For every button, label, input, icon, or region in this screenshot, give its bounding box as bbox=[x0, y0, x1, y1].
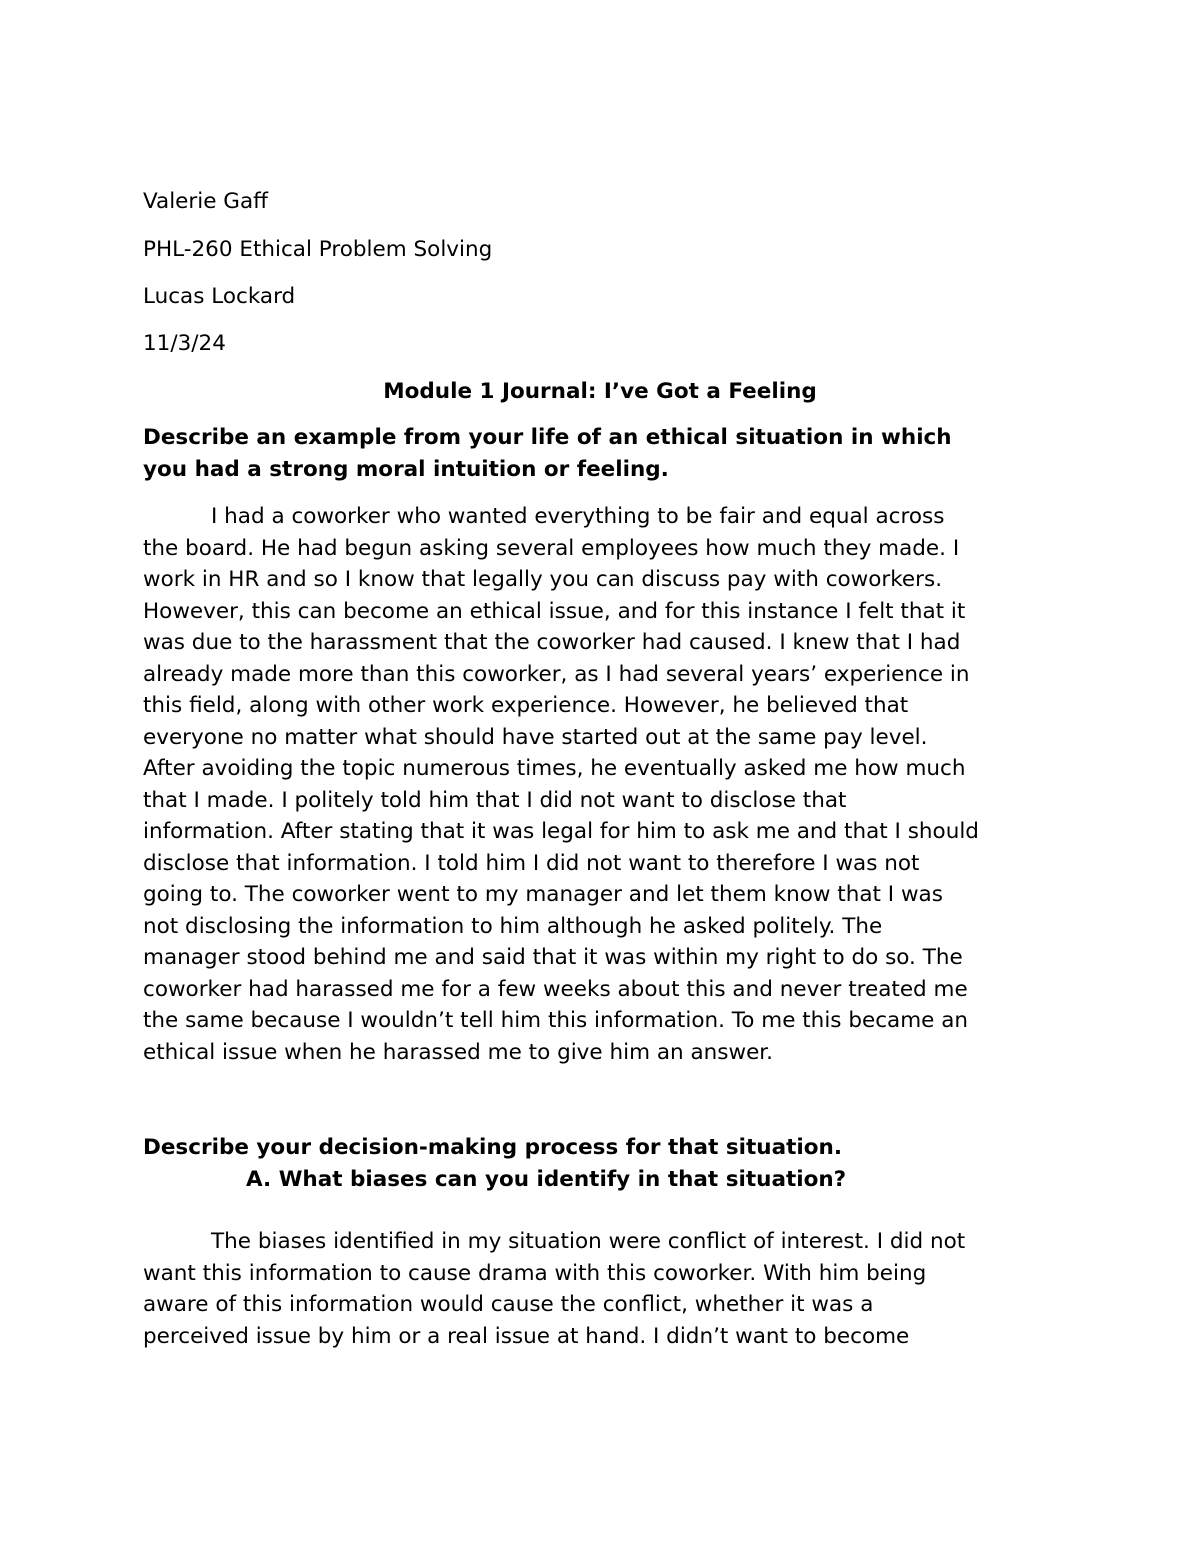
author-name: Valerie Gaff bbox=[143, 189, 268, 214]
body-line: However, this can become an ethical issue, and for this instance I felt that it bbox=[143, 598, 966, 624]
body-line: want this information to cause drama with this coworker. With him being bbox=[143, 1260, 927, 1286]
body-line: going to. The coworker went to my manager and let them know that I was bbox=[143, 882, 943, 907]
document-title: Module 1 Journal: I’ve Got a Feeling bbox=[383, 379, 817, 404]
body-line: everyone no matter what should have started out at the same pay level. bbox=[143, 724, 928, 750]
document-date: 11/3/24 bbox=[143, 331, 226, 356]
body-line: information. After stating that it was legal for him to ask me and that I should bbox=[143, 819, 979, 844]
body-line: coworker had harassed me for a few weeks about this and never treated me bbox=[143, 976, 968, 1002]
body-line: aware of this information would cause the conflict, whether it was a bbox=[143, 1292, 874, 1317]
prompt-line: you had a strong moral intuition or feeling. bbox=[143, 456, 669, 482]
body-line: work in HR and so I know that legally you can discuss pay with coworkers. bbox=[143, 567, 943, 592]
section1-body bbox=[143, 501, 1073, 1068]
body-line: was due to the harassment that the coworker had caused. I knew that I had bbox=[143, 630, 961, 655]
body-line: the board. He had begun asking several employees how much they made. I bbox=[143, 535, 960, 561]
body-line: not disclosing the information to him although he asked politely. The bbox=[143, 913, 883, 939]
body-line: disclose that information. I told him I did not want to therefore I was not bbox=[143, 850, 920, 876]
section1-prompt bbox=[143, 422, 1063, 485]
body-line: the same because I wouldn’t tell him this information. To me this became an bbox=[143, 1008, 968, 1033]
section2-prompt: Describe your decision-making process for that situation. bbox=[143, 1135, 842, 1160]
body-line: ethical issue when he harassed me to give him an answer. bbox=[143, 1039, 773, 1065]
body-line: this field, along with other work experience. However, he believed that bbox=[143, 693, 909, 718]
body-line: perceived issue by him or a real issue at hand. I didn’t want to become bbox=[143, 1323, 910, 1349]
body-line: I had a coworker who wanted everything to be fair and equal across bbox=[211, 504, 945, 529]
course-name: PHL-260 Ethical Problem Solving bbox=[143, 237, 493, 262]
section2-body bbox=[143, 1226, 1073, 1352]
instructor-name: Lucas Lockard bbox=[143, 284, 296, 309]
body-line: The biases identified in my situation were conflict of interest. I did not bbox=[211, 1229, 966, 1254]
section2-subprompt: A. What biases can you identify in that situation? bbox=[246, 1167, 847, 1192]
body-line: After avoiding the topic numerous times, he eventually asked me how much bbox=[143, 756, 966, 781]
prompt-line: Describe an example from your life of an ethical situation in which bbox=[143, 425, 952, 450]
body-line: already made more than this coworker, as I had several years’ experience in bbox=[143, 661, 970, 687]
body-line: that I made. I politely told him that I did not want to disclose that bbox=[143, 787, 847, 813]
body-line: manager stood behind me and said that it was within my right to do so. The bbox=[143, 945, 963, 970]
